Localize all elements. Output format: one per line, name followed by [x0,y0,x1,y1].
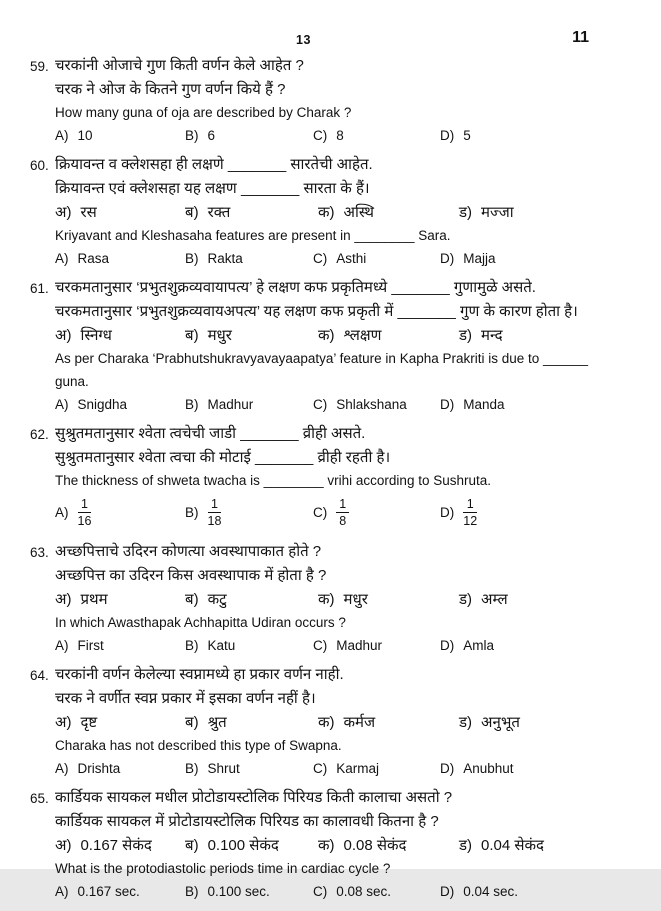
option-value: Shlakshana [336,397,407,412]
option [313,637,440,655]
option [55,250,185,268]
question-number: 59. [30,59,49,74]
option-label: C) [313,251,328,266]
questions [30,56,647,911]
option-value: मधुर [343,591,368,608]
option [185,760,313,778]
question-line-hindi: चरक ने वर्णीत स्वप्न प्रकार में इसका वर्णन नहीं है। [55,690,316,707]
option [55,326,185,345]
option-label: D) [440,638,455,653]
option-label: D) [440,761,455,776]
option [185,203,318,222]
fraction [208,497,222,528]
option [185,396,313,414]
question-number: 62. [30,427,49,442]
question [30,542,647,660]
option-value: दृष्ट [80,714,98,731]
question-body [55,542,647,660]
question-body [55,424,647,537]
option-label: A) [55,884,69,899]
option [440,250,647,268]
question-line-marathi: सुश्रुतमतानुसार श्वेता त्वचेची जाडी _______ व्रीही असते. [55,425,366,442]
option-value: Drishta [77,761,121,776]
option [459,203,647,222]
option-value: Karmaj [336,761,380,776]
question-line-hindi: चरकमतानुसार ‘प्रभुतशुक्रव्यवायअपत्य’ यह लक्षण कफ प्रकृती में _______ गुण के कारण होता है। [55,303,578,320]
option-label: क) [318,327,335,344]
option-value: 0.100 सेकंद [207,837,279,854]
option-label: C) [313,884,328,899]
options-row-english [55,637,647,655]
options-row-english [55,396,647,414]
option-label: क) [318,837,335,854]
option-value: प्रथम [80,591,108,608]
options-row-devanagari [55,590,647,609]
question-line-marathi: चरकांनी ओजाचे गुण किती वर्णन केले आहेत ? [55,57,304,74]
fraction-denominator: 18 [207,514,222,528]
option-label: ब) [185,714,199,731]
option-label: C) [313,761,328,776]
option-value: कटु [207,591,227,608]
option [459,713,647,732]
option [55,637,185,655]
question-line-english: guna. [55,374,89,389]
question-body [55,56,647,150]
option-label: A) [55,504,69,520]
option [440,637,647,655]
option [459,326,647,345]
option [55,883,185,901]
option-label: ब) [185,591,199,608]
question-line-english: How many guna of oja are described by Charak ? [55,105,352,120]
question [30,155,647,273]
option [185,836,318,855]
fraction-denominator: 8 [339,514,347,528]
option-label: अ) [55,714,72,731]
option-label: क) [318,591,335,608]
question-line-english: The thickness of shweta twacha is ________ vrihi according to Sushruta. [55,473,491,488]
option [185,326,318,345]
question-line-hindi: अच्छपित्त का उदिरन किस अवस्थापाक में होता है ? [55,567,327,584]
question-number: 65. [30,791,49,806]
question [30,665,647,783]
option [185,883,313,901]
option-value: 0.100 sec. [207,884,270,899]
option-label: ड) [459,327,473,344]
fraction-numerator: 1 [208,497,222,513]
option-value: अम्ल [481,591,508,608]
options-row-devanagari [55,203,647,222]
option [55,396,185,414]
question-line-hindi: सुश्रुतमतानुसार श्वेता त्वचा की मोटाई _______ व्रीही रहती है। [55,449,391,466]
question [30,424,647,537]
option-label: B) [185,638,199,653]
option-label: A) [55,638,69,653]
question-number: 61. [30,281,49,296]
fraction [336,497,349,528]
option-label: ड) [459,591,473,608]
option-label: ब) [185,327,199,344]
option-label: D) [440,128,455,143]
option [185,250,313,268]
fraction [78,497,92,528]
option [55,127,185,145]
option-label: ड) [459,204,473,221]
question-line-english: Kriyavant and Kleshasaha features are present in ________ Sara. [55,228,451,243]
option-value: 0.04 सेकंद [481,837,545,854]
option-label: A) [55,251,69,266]
option [55,760,185,778]
option-label: A) [55,761,69,776]
fraction-denominator: 16 [77,514,92,528]
option [459,590,647,609]
option-value: Amla [463,638,495,653]
page-number-corner: 11 [572,29,589,46]
question-number: 63. [30,545,49,560]
option-value: Majja [463,251,496,266]
option-label: A) [55,397,69,412]
option [313,760,440,778]
option-label: C) [313,128,328,143]
question-line-marathi: चरकांनी वर्णन केलेल्या स्वप्नामध्ये हा प्रकार वर्णन नाही. [55,666,344,683]
option-value: Anubhut [463,761,514,776]
option-label: D) [440,504,455,520]
option-label: B) [185,128,199,143]
option-label: C) [313,638,328,653]
fraction-numerator: 1 [336,497,349,513]
fraction-numerator: 1 [463,497,477,513]
option-value: Madhur [336,638,383,653]
option-label: D) [440,251,455,266]
question-body [55,665,647,783]
option-label: ड) [459,837,473,854]
option [313,883,440,901]
option-value: 0.08 सेकंद [343,837,407,854]
question-body [55,278,647,419]
option-value: अनुभूत [481,714,520,731]
option-value: 0.167 सेकंद [80,837,152,854]
option-label: D) [440,397,455,412]
question-line-english: What is the protodiastolic periods time in cardiac cycle ? [55,861,391,876]
options-row-devanagari [55,836,647,855]
option [440,127,647,145]
option-value: मन्द [481,327,503,344]
options-row-english [55,127,647,145]
fraction-denominator: 12 [463,514,478,528]
option [440,497,647,528]
option-value: कर्मज [343,714,376,731]
option-label: B) [185,884,199,899]
option-label: A) [55,128,69,143]
fraction [463,497,477,528]
option [313,127,440,145]
question-line-marathi: अच्छपित्ताचे उदिरन कोणत्या अवस्थापाकात होते ? [55,543,322,560]
option [440,883,647,901]
option-value: First [77,638,104,653]
question-line-hindi: कार्डियक सायकल में प्रोटोडायस्टोलिक पिरियड का कालावधी कितना है ? [55,813,439,830]
option-value: रस [80,204,97,221]
option-label: ब) [185,204,199,221]
options-row-devanagari [55,713,647,732]
question-line-marathi: क्रियावन्त व क्लेशसहा ही लक्षणे _______ सारतेची आहेत. [55,156,373,173]
option-label: D) [440,884,455,899]
question [30,56,647,150]
option-label: अ) [55,591,72,608]
option-value: Katu [207,638,236,653]
option-value: श्रुत [207,714,227,731]
options-row-english [55,250,647,268]
question-number: 64. [30,668,49,683]
option [318,836,459,855]
option-label: C) [313,504,328,520]
option [318,326,459,345]
option [55,203,185,222]
option [185,590,318,609]
option-label: ड) [459,714,473,731]
option [55,713,185,732]
option [318,590,459,609]
question-line-marathi: चरकमतानुसार ‘प्रभुतशुक्रव्यवायापत्य’ हे लक्षण कफ प्रकृतिमध्ये _______ गुणामुळे असते. [55,279,536,296]
option [55,497,185,528]
option-value: Asthi [336,251,367,266]
question-body [55,155,647,273]
option-value: Snigdha [77,397,128,412]
option [185,713,318,732]
option-label: B) [185,397,199,412]
option-value: रक्त [207,204,231,221]
option-label: अ) [55,204,72,221]
question-line-english: As per Charaka ‘Prabhutshukravyavayaapatya’ feature in Kapha Prakriti is due to ______ [55,351,589,366]
option-label: क) [318,204,335,221]
option-value: मज्जा [481,204,514,221]
option [318,203,459,222]
option [318,713,459,732]
option-value: Shrut [207,761,240,776]
option-value: Manda [463,397,505,412]
options-row-english [55,760,647,778]
question-line-english: In which Awasthapak Achhapitta Udiran occurs ? [55,615,346,630]
option-value: 10 [77,128,93,143]
options-row-english [55,883,647,901]
question [30,278,647,419]
question [30,788,647,906]
option-label: B) [185,251,199,266]
option-label: ब) [185,837,199,854]
option [55,836,185,855]
fraction-numerator: 1 [78,497,92,513]
option [185,497,313,528]
option-value: श्लक्षण [343,327,382,344]
question-number: 60. [30,158,49,173]
option-label: B) [185,504,199,520]
options-row-english [55,497,647,528]
option-value: मधुर [207,327,232,344]
option-value: 5 [463,128,471,143]
option-label: अ) [55,327,72,344]
option-value: 0.08 sec. [336,884,392,899]
option-label: B) [185,761,199,776]
option-value: Madhur [207,397,254,412]
option [440,396,647,414]
option-label: अ) [55,837,72,854]
question-line-marathi: कार्डियक सायकल मधील प्रोटोडायस्टोलिक पिरियड किती कालाचा असतो ? [55,789,453,806]
option-value: Rakta [207,251,243,266]
option-value: 0.167 sec. [77,884,140,899]
option [185,637,313,655]
option [185,127,313,145]
question-body [55,788,647,906]
option [313,250,440,268]
question-line-english: Charaka has not described this type of Swapna. [55,738,342,753]
option-value: 0.04 sec. [463,884,519,899]
option-value: अस्थि [343,204,374,221]
option-value: स्निग्ध [80,327,112,344]
option [55,590,185,609]
question-line-hindi: चरक ने ओज के कितने गुण वर्णन किये हैं ? [55,81,286,98]
page-number-center: 13 [296,33,311,47]
option [313,396,440,414]
option-label: C) [313,397,328,412]
option-value: Rasa [77,251,110,266]
question-line-hindi: क्रियावन्त एवं क्लेशसहा यह लक्षण _______ सारता के हैं। [55,180,370,197]
option [440,760,647,778]
options-row-devanagari [55,326,647,345]
option-label: क) [318,714,335,731]
option-value: 8 [336,128,344,143]
option-value: 6 [207,128,216,143]
option [313,497,440,528]
option [459,836,647,855]
